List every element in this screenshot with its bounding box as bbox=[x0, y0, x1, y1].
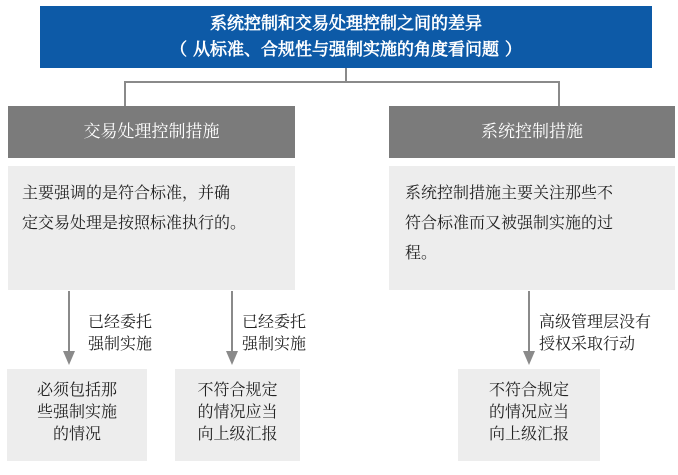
left-branch-1-label bbox=[88, 311, 152, 355]
system-control-header-text: 系统控制措施 bbox=[481, 122, 583, 142]
left-result-box-2 bbox=[175, 369, 300, 461]
left-branch-2-label-line-1: 已经委托 bbox=[242, 312, 307, 331]
system-desc-line-1: 系统控制措施主要关注那些不 bbox=[405, 183, 614, 202]
left-result-2-line-2: 的情况应当 bbox=[197, 402, 278, 421]
right-result-1-line-3: 向上级汇报 bbox=[488, 424, 569, 443]
arrow-right-branch-1 bbox=[522, 291, 536, 367]
system-desc-line-3: 程。 bbox=[405, 243, 438, 262]
left-result-1-line-3: 的情况 bbox=[52, 424, 101, 443]
transaction-control-header-text: 交易处理控制措施 bbox=[83, 122, 220, 142]
transaction-desc-line-2: 定交易处理是按照标准执行的。 bbox=[22, 213, 247, 232]
left-branch-1-label-line-2: 强制实施 bbox=[88, 334, 153, 353]
arrow-left-branch-2 bbox=[225, 291, 239, 367]
right-result-1-line-1: 不符合规定 bbox=[488, 380, 569, 399]
left-result-2-line-1: 不符合规定 bbox=[197, 380, 278, 399]
right-result-1-line-2: 的情况应当 bbox=[488, 402, 569, 421]
connector-to-left-header bbox=[124, 81, 126, 106]
title-line-2: （ 从标准、合规性与强制实施的角度看问题 ） bbox=[170, 40, 522, 60]
connector-to-right-header bbox=[558, 81, 560, 106]
transaction-control-header bbox=[8, 106, 295, 158]
right-result-box-1 bbox=[458, 369, 600, 461]
system-desc-line-2: 符合标准而又被强制实施的过 bbox=[405, 213, 614, 232]
title-line-1: 系统控制和交易处理控制之间的差异 bbox=[210, 14, 482, 34]
left-branch-2-label-line-2: 强制实施 bbox=[242, 334, 307, 353]
transaction-control-description bbox=[8, 166, 295, 290]
title-connector-horizontal bbox=[124, 81, 560, 83]
right-branch-1-label-line-2: 授权采取行动 bbox=[539, 334, 636, 353]
system-control-header bbox=[389, 106, 675, 158]
system-control-description bbox=[389, 166, 675, 290]
left-result-box-1 bbox=[7, 369, 147, 461]
right-branch-1-label bbox=[539, 311, 651, 355]
left-result-1-line-2: 些强制实施 bbox=[36, 402, 117, 421]
transaction-desc-line-1: 主要强调的是符合标准，并确 bbox=[22, 183, 231, 202]
right-branch-1-label-line-1: 高级管理层没有 bbox=[539, 312, 652, 331]
title-connector-vertical bbox=[345, 68, 347, 82]
left-result-1-line-1: 必须包括那 bbox=[36, 380, 117, 399]
left-branch-2-label bbox=[242, 311, 306, 355]
diagram-title bbox=[40, 6, 652, 68]
arrow-left-branch-1 bbox=[62, 291, 76, 367]
left-result-2-line-3: 向上级汇报 bbox=[197, 424, 278, 443]
left-branch-1-label-line-1: 已经委托 bbox=[88, 312, 153, 331]
